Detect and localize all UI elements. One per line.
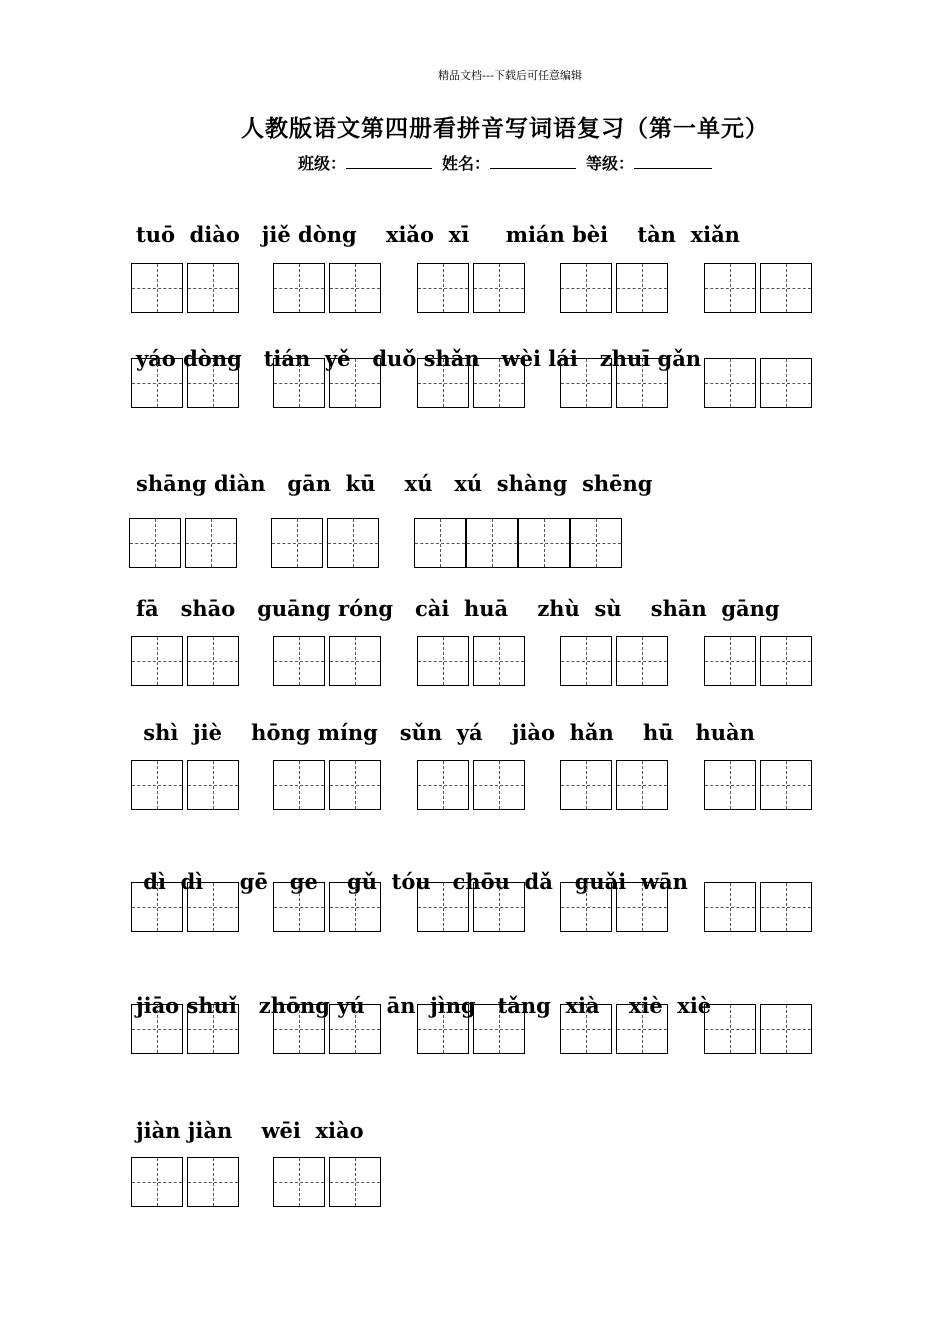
writing-box[interactable] [329,882,381,932]
writing-box[interactable] [473,882,525,932]
writing-box[interactable] [560,263,612,313]
writing-box[interactable] [187,1157,239,1207]
writing-box[interactable] [271,518,323,568]
writing-box[interactable] [417,636,469,686]
writing-box[interactable] [273,1004,325,1054]
writing-box[interactable] [570,518,622,568]
writing-box[interactable] [704,358,756,408]
writing-box[interactable] [560,882,612,932]
header-note: 精品文档---下载后可任意编辑 [438,69,582,82]
writing-box[interactable] [704,263,756,313]
writing-box[interactable] [560,760,612,810]
writing-box[interactable] [273,882,325,932]
writing-box[interactable] [560,358,612,408]
writing-box[interactable] [131,263,183,313]
pinyin-row-1: tuō diào jiě dòng xiǎo xī mián bèi tàn xiǎn [136,222,740,247]
writing-box[interactable] [329,358,381,408]
writing-box[interactable] [760,882,812,932]
writing-box[interactable] [760,263,812,313]
writing-box[interactable] [473,263,525,313]
writing-box[interactable] [760,760,812,810]
writing-box[interactable] [329,1157,381,1207]
writing-box[interactable] [187,358,239,408]
writing-box[interactable] [704,1004,756,1054]
writing-box[interactable] [273,760,325,810]
writing-box[interactable] [704,882,756,932]
writing-box[interactable] [616,760,668,810]
writing-box[interactable] [129,518,181,568]
writing-box[interactable] [131,1004,183,1054]
writing-box[interactable] [466,518,518,568]
writing-box[interactable] [273,358,325,408]
writing-box[interactable] [187,636,239,686]
writing-box[interactable] [616,636,668,686]
writing-box[interactable] [273,1157,325,1207]
writing-box[interactable] [187,263,239,313]
writing-box[interactable] [704,760,756,810]
writing-box[interactable] [329,636,381,686]
grade-label: 等级： [586,154,635,173]
name-blank[interactable] [490,153,576,169]
class-blank[interactable] [346,153,432,169]
writing-box[interactable] [473,358,525,408]
writing-box[interactable] [473,1004,525,1054]
pinyin-row-4: fā shāo guāng róng cài huā zhù sù shān gāng [136,596,780,621]
writing-box[interactable] [616,263,668,313]
pinyin-row-7: jiāo shuǐ zhōng yú ān jìng tǎng xià xiè xiè [136,993,712,1018]
writing-box[interactable] [518,518,570,568]
writing-box[interactable] [187,760,239,810]
writing-box[interactable] [187,1004,239,1054]
pinyin-row-8: jiàn jiàn wēi xiào [136,1118,364,1143]
writing-box[interactable] [417,1004,469,1054]
writing-box[interactable] [417,760,469,810]
page-title: 人教版语文第四册看拼音写词语复习（第一单元） [241,116,769,142]
writing-box[interactable] [473,636,525,686]
writing-box[interactable] [760,358,812,408]
writing-box[interactable] [131,358,183,408]
writing-box[interactable] [704,636,756,686]
writing-box[interactable] [616,1004,668,1054]
writing-box[interactable] [417,882,469,932]
pinyin-row-6: dì dì gē ge gǔ tóu chōu dǎ guǎi wān [136,869,688,894]
writing-box[interactable] [131,636,183,686]
class-label: 班级： [298,154,347,173]
grade-blank[interactable] [634,153,712,169]
writing-box[interactable] [131,1157,183,1207]
writing-box[interactable] [560,636,612,686]
writing-box[interactable] [327,518,379,568]
name-label: 姓名： [442,154,491,173]
pinyin-row-2: yáo dòng tián yě duǒ shǎn wèi lái zhuī gǎn [136,346,702,371]
writing-box[interactable] [760,1004,812,1054]
writing-box[interactable] [329,1004,381,1054]
writing-box[interactable] [329,263,381,313]
writing-box[interactable] [417,358,469,408]
writing-box[interactable] [473,760,525,810]
writing-box[interactable] [414,518,466,568]
writing-box[interactable] [131,760,183,810]
writing-box[interactable] [185,518,237,568]
writing-box[interactable] [273,636,325,686]
writing-box[interactable] [760,636,812,686]
writing-box[interactable] [417,263,469,313]
pinyin-row-5: shì jiè hōng míng sǔn yá jiào hǎn hū huàn [136,720,755,745]
writing-box[interactable] [329,760,381,810]
student-info [298,151,722,174]
writing-box[interactable] [616,358,668,408]
writing-box[interactable] [273,263,325,313]
writing-box[interactable] [616,882,668,932]
writing-box[interactable] [131,882,183,932]
writing-box[interactable] [560,1004,612,1054]
writing-box[interactable] [187,882,239,932]
pinyin-row-3: shāng diàn gān kū xú xú shàng shēng [136,471,653,496]
